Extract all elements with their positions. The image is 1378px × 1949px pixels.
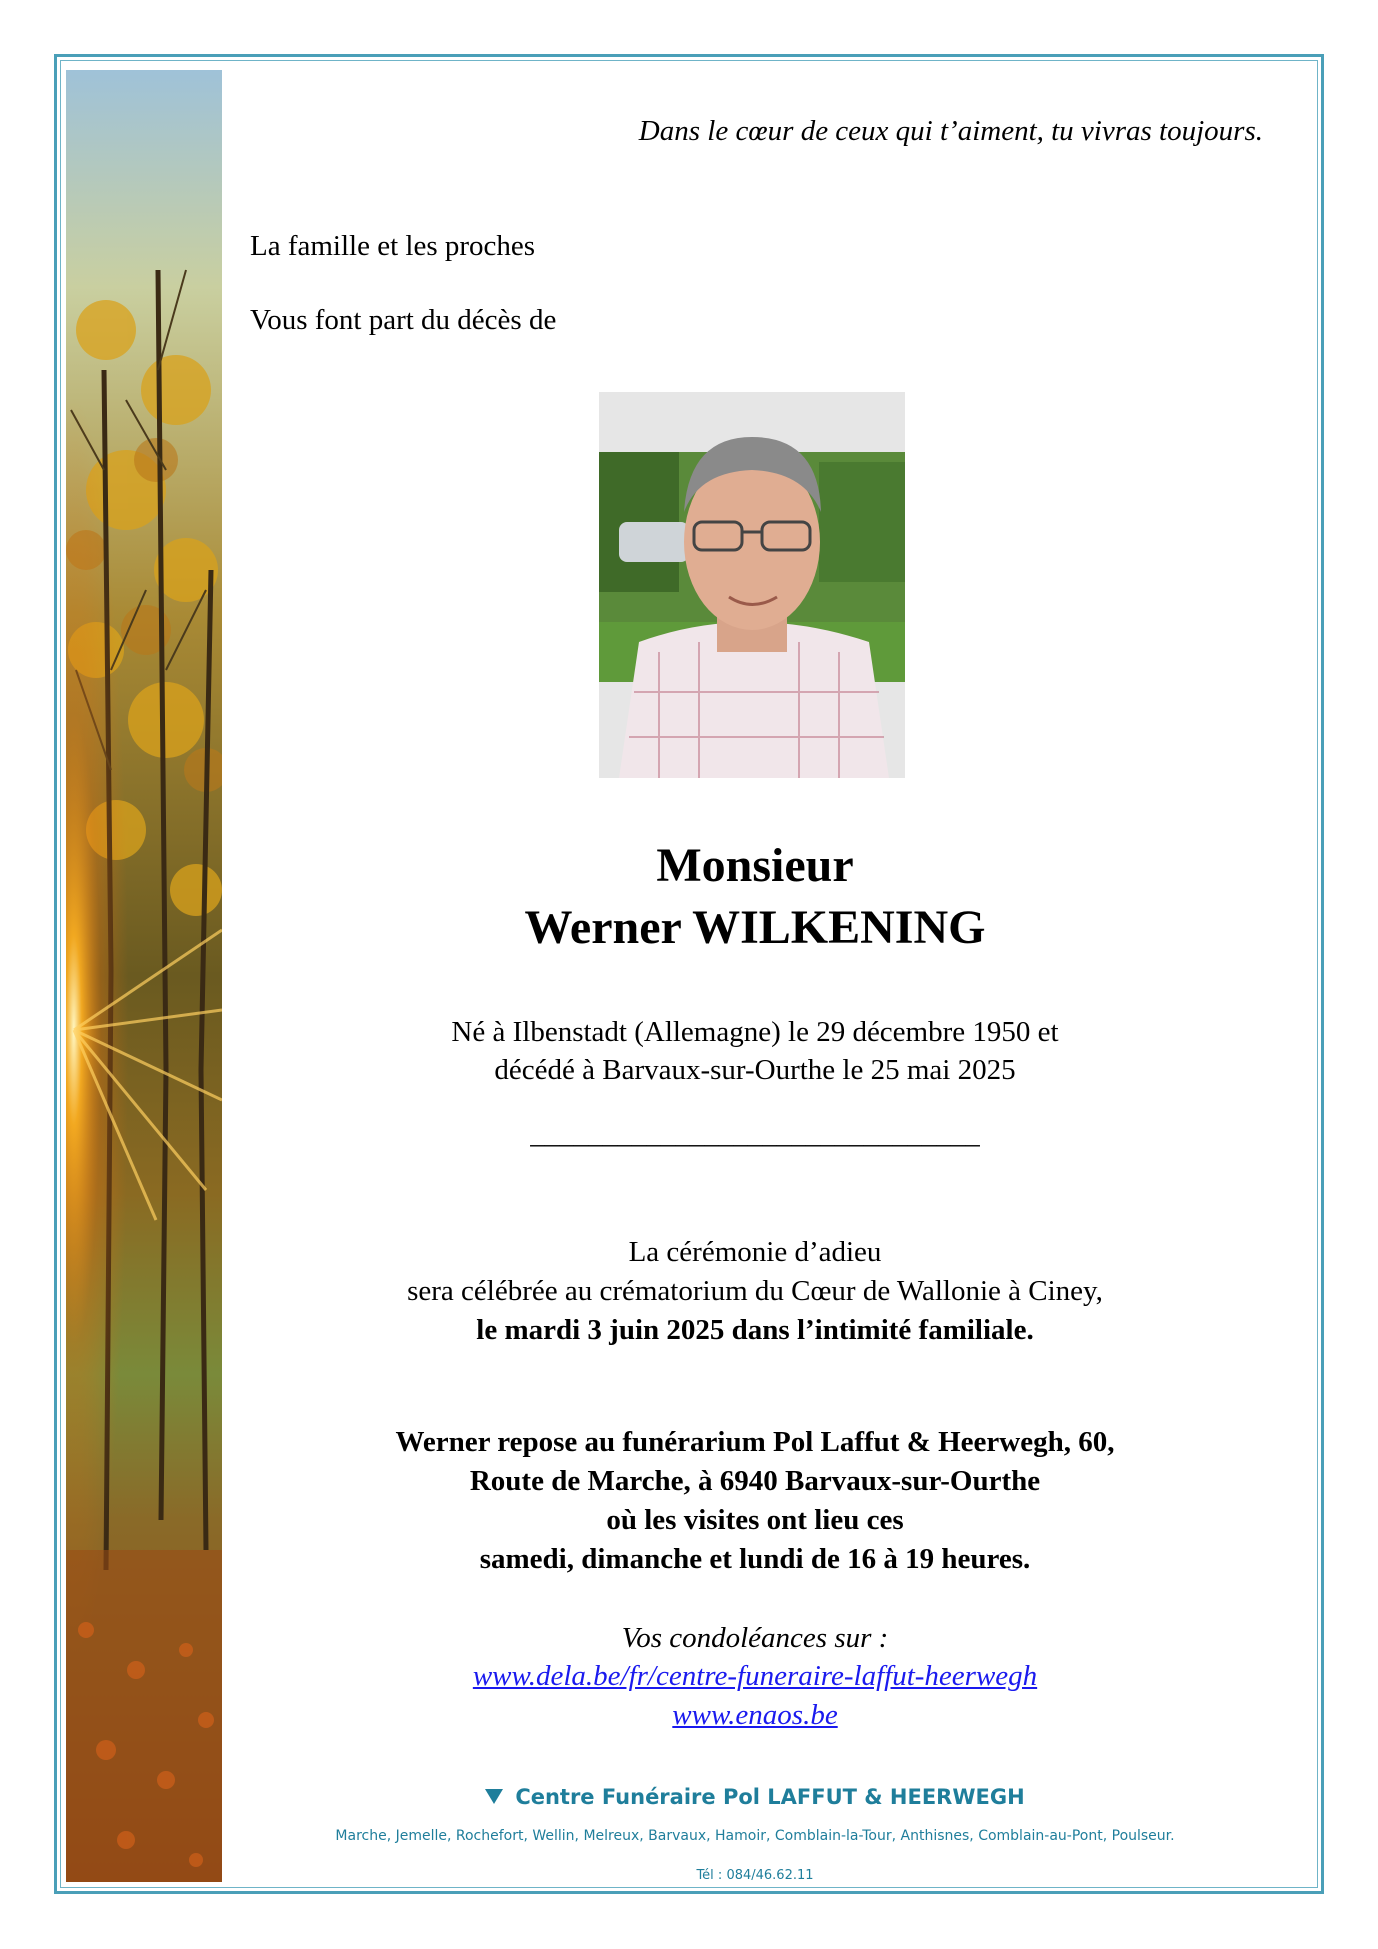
repose-line-1: Werner repose au funérarium Pol Laffut & Heerwegh, 60,	[395, 1426, 1115, 1458]
repose-line-3: où les visites ont lieu ces	[606, 1504, 904, 1536]
intro-announcement: Vous font part du décès de	[250, 304, 557, 336]
birth-line: Né à Ilbenstadt (Allemagne) le 29 décembre 1950 et	[451, 1016, 1059, 1048]
page-frame-inner	[60, 60, 1318, 1888]
separator-line: _______________________________	[530, 1118, 980, 1150]
deceased-honorific: Monsieur	[656, 839, 854, 892]
condolences-link-enaos[interactable]: www.enaos.be	[672, 1699, 838, 1731]
repose-line-2: Route de Marche, à 6940 Barvaux-sur-Ourthe	[469, 1465, 1041, 1497]
death-line: décédé à Barvaux-sur-Ourthe le 25 mai 2025	[494, 1054, 1016, 1086]
condolences-label: Vos condoléances sur :	[621, 1622, 889, 1654]
deceased-name: Werner WILKENING	[524, 901, 986, 954]
funeral-home-label: Centre Funéraire Pol LAFFUT & HEERWEGH	[515, 1785, 1025, 1809]
ceremony-line-2: sera célébrée au crématorium du Cœur de Wallonie à Ciney,	[407, 1275, 1103, 1307]
ceremony-line-3: le mardi 3 juin 2025 dans l’intimité familiale.	[476, 1314, 1034, 1346]
ceremony-line-1: La cérémonie d’adieu	[628, 1236, 882, 1268]
funeral-home-name	[250, 1785, 1260, 1809]
portrait-photo	[599, 392, 905, 778]
triangle-down-icon	[485, 1789, 503, 1804]
intro-family: La famille et les proches	[250, 230, 536, 262]
autumn-forest-image	[66, 70, 222, 1882]
funeral-home-towns: Marche, Jemelle, Rochefort, Wellin, Melreux, Barvaux, Hamoir, Comblain-la-Tour, Anthisnes, Comblain-au-Pont, Poulseur.	[335, 1828, 1175, 1844]
memorial-quote: Dans le cœur de ceux qui t’aiment, tu vivras toujours.	[638, 115, 1263, 147]
funeral-home-phone: Tél : 084/46.62.11	[696, 1868, 814, 1883]
condolences-link-dela[interactable]: www.dela.be/fr/centre-funeraire-laffut-heerwegh	[472, 1660, 1038, 1692]
repose-line-4: samedi, dimanche et lundi de 16 à 19 heures.	[479, 1543, 1031, 1575]
